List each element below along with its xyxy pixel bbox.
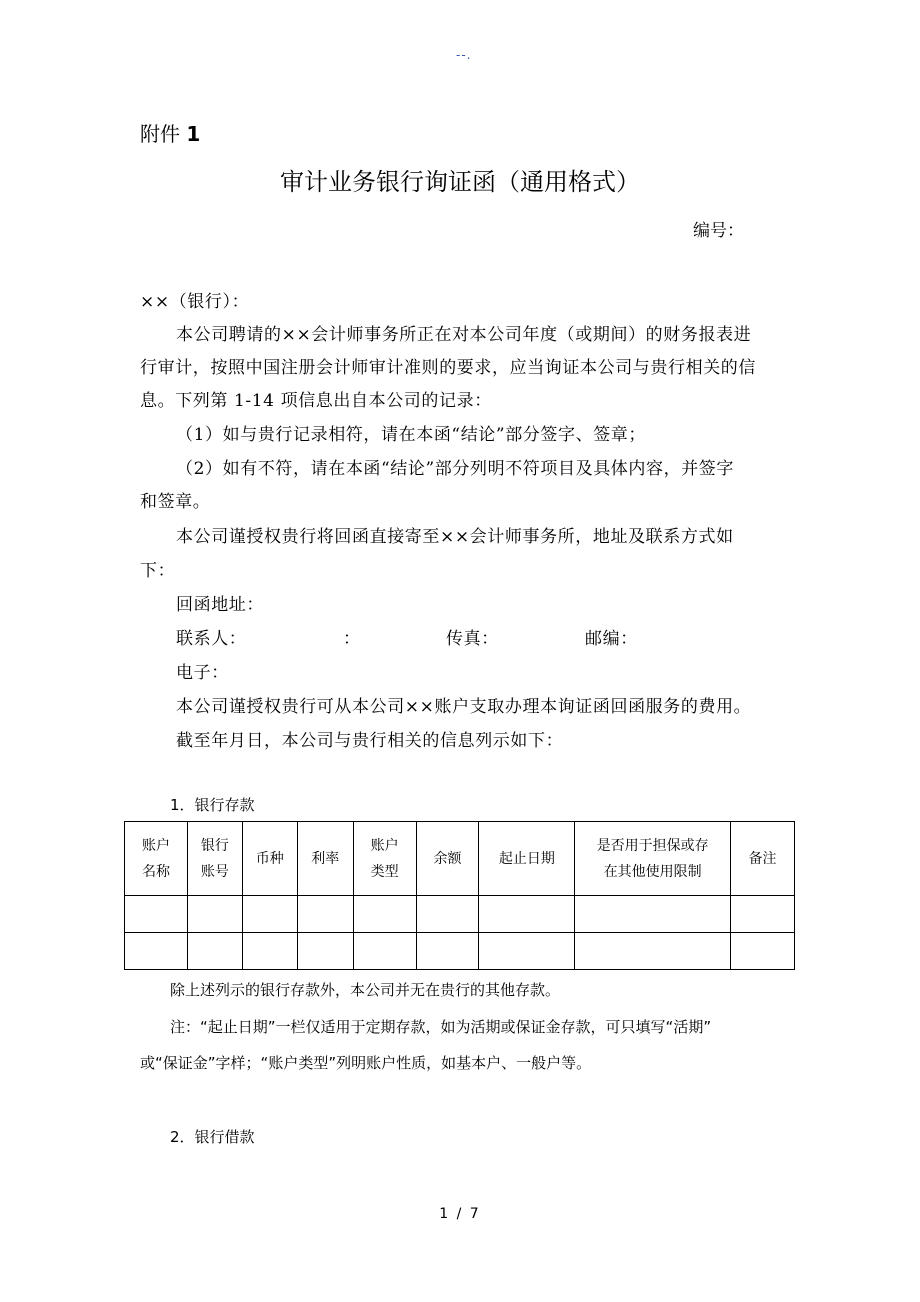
table-cell[interactable] bbox=[479, 896, 575, 933]
table-cell[interactable] bbox=[731, 933, 795, 970]
col-guarantee-restriction: 是否用于担保或存 在其他使用限制 bbox=[575, 822, 731, 896]
item1-text: （1）如与贵行记录相符，请在本函“结论”部分签字、签章； bbox=[176, 425, 646, 445]
table-cell[interactable] bbox=[353, 896, 416, 933]
table-cell[interactable] bbox=[731, 896, 795, 933]
serial-number-label: 编号： bbox=[693, 221, 744, 241]
table-cell[interactable] bbox=[125, 933, 188, 970]
table-cell[interactable] bbox=[187, 933, 242, 970]
addressee: ××（银行）： bbox=[140, 292, 250, 312]
para4: 截至年月日，本公司与贵行相关的信息列示如下： bbox=[176, 731, 564, 751]
table-cell[interactable] bbox=[575, 933, 731, 970]
para1-line2: 行审计，按照中国注册会计师审计准则的要求，应当询证本公司与贵行相关的信 bbox=[140, 358, 756, 378]
table-cell[interactable] bbox=[575, 896, 731, 933]
fax-label: 传真： bbox=[446, 629, 499, 649]
table-cell[interactable] bbox=[297, 933, 353, 970]
header-mark: --. bbox=[456, 48, 472, 62]
document-title: 审计业务银行询证函（通用格式） bbox=[280, 168, 640, 196]
table-cell[interactable] bbox=[187, 896, 242, 933]
item2-line2: 和签章。 bbox=[140, 492, 211, 512]
attachment-number: 1 bbox=[186, 122, 201, 146]
col-account-name: 账户 名称 bbox=[125, 822, 188, 896]
attachment-prefix: 附件 bbox=[140, 122, 180, 146]
col-start-end-date: 起止日期 bbox=[479, 822, 575, 896]
para1-line3: 息。下列第 1-14 项信息出自本公司的记录： bbox=[140, 391, 492, 411]
col-interest-rate: 利率 bbox=[297, 822, 353, 896]
table-cell[interactable] bbox=[479, 933, 575, 970]
table-header-row bbox=[125, 822, 795, 896]
table-cell[interactable] bbox=[242, 933, 297, 970]
table-cell[interactable] bbox=[297, 896, 353, 933]
table-cell[interactable] bbox=[416, 933, 479, 970]
return-address-label: 回函地址： bbox=[176, 595, 264, 615]
table-row bbox=[125, 933, 795, 970]
footnote-line1: 注：“起止日期”一栏仅适用于定期存款，如为活期或保证金存款，可只填写“活期” bbox=[170, 1018, 712, 1036]
contact-person-label: 联系人： bbox=[176, 629, 247, 649]
table-cell[interactable] bbox=[125, 896, 188, 933]
bank-deposit-table bbox=[124, 821, 795, 970]
item2-line1: （2）如有不符，请在本函“结论”部分列明不符项目及具体内容，并签字 bbox=[176, 459, 734, 479]
page-number: 1 / 7 bbox=[439, 1206, 481, 1222]
section2-title: 2．银行借款 bbox=[170, 1128, 255, 1146]
deposit-note: 除上述列示的银行存款外，本公司并无在贵行的其他存款。 bbox=[170, 981, 561, 999]
col-bank-account-number: 银行 账号 bbox=[187, 822, 242, 896]
para3: 本公司谨授权贵行可从本公司××账户支取办理本询证函回函服务的费用。 bbox=[176, 697, 752, 717]
col-currency: 币种 bbox=[242, 822, 297, 896]
footnote-line2: 或“保证金”字样；“账户类型”列明账户性质，如基本户、一般户等。 bbox=[140, 1054, 592, 1072]
table-row bbox=[125, 896, 795, 933]
para1-line1: 本公司聘请的××会计师事务所正在对本公司年度（或期间）的财务报表进 bbox=[176, 325, 752, 345]
col-balance: 余额 bbox=[416, 822, 479, 896]
para2-line1: 本公司谨授权贵行将回函直接寄至××会计师事务所，地址及联系方式如 bbox=[176, 527, 734, 547]
table-cell[interactable] bbox=[416, 896, 479, 933]
table-cell[interactable] bbox=[353, 933, 416, 970]
para2-line2: 下： bbox=[140, 561, 176, 581]
postcode-label: 邮编： bbox=[585, 629, 638, 649]
attachment-label bbox=[140, 118, 200, 147]
email-label: 电子： bbox=[176, 663, 229, 683]
col-remarks: 备注 bbox=[731, 822, 795, 896]
section1-title: 1．银行存款 bbox=[170, 796, 255, 814]
phone-colon: ： bbox=[343, 629, 361, 649]
table-cell[interactable] bbox=[242, 896, 297, 933]
col-account-type: 账户 类型 bbox=[353, 822, 416, 896]
